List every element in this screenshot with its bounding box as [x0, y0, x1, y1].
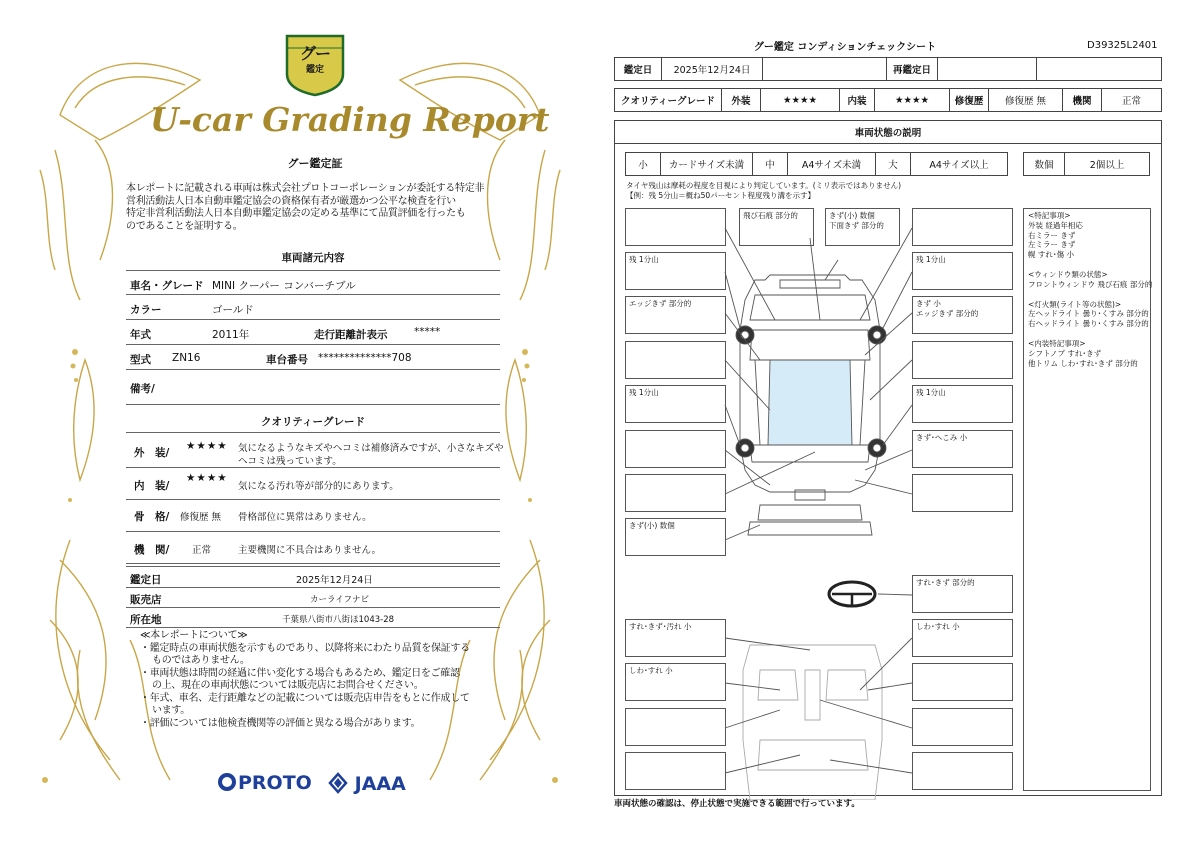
proto-logo: PROTO	[218, 772, 312, 794]
exterior-stars: ★★★★	[760, 88, 840, 112]
interior-label: 内装	[839, 88, 875, 112]
jaaa-logo: JAAA	[328, 772, 406, 795]
damage-box-right-7	[912, 474, 1013, 512]
sheet-footer: 車両状態の確認は、停止状態で実施できる範囲で行っています。	[614, 799, 860, 809]
damage-box-top-2: きず(小) 数個 下面きず 部分的	[825, 208, 900, 246]
certificate-text: 本レポートに記載される車両は株式会社プロトコーポレーションが委託する特定非 営利活動法人日本自動車鑑定協会の資格保有者が厳選かつ公平な検査を行い 特定非営利活動法人日本自動車鑑定協会の定める基準にて品質評価を行ったも のであることを証明する。	[126, 183, 485, 232]
spec-row-color: カラー ゴールド	[126, 295, 500, 320]
tire-note-2: 【例：残 5分山＝概ね50パーセント程度残り溝を示す】	[626, 191, 816, 200]
info-row-shop: 販売店 カーライフナビ	[126, 588, 500, 608]
spec-section-title: 車両諸元内容	[281, 252, 345, 264]
sheet-code: D39325L2401	[1087, 40, 1158, 51]
badge-logo-sub: 鑑定	[305, 65, 324, 75]
date-blank	[762, 57, 887, 81]
quality-row-engine: 機 関/ 正常 主要機関に不具合はありません。	[126, 532, 500, 564]
certificate-heading: グー鑑定証	[287, 157, 343, 170]
damage-box-top-1: 飛び石痕 部分的	[739, 208, 814, 246]
interior-box-left-2: しわ･すれ 小	[625, 663, 726, 701]
repair-history-label: 修復歴	[949, 88, 989, 112]
spec-row-remarks: 備考/	[126, 370, 500, 405]
proto-mark-icon	[218, 773, 236, 791]
reappraisal-blank	[1036, 57, 1162, 81]
damage-box-right-6: きず･へこみ 小	[912, 430, 1013, 468]
engine-value: 正常	[1101, 88, 1162, 112]
count-text: 2個以上	[1064, 152, 1150, 176]
damage-box-left-8: きず(小) 数個	[625, 518, 726, 556]
damage-box-right-1	[912, 208, 1013, 246]
quality-row-exterior: 外 装/ ★★★★ 気になるようなキズやヘコミは補修済みですが、小さなキズや ヘコミは残っています。	[126, 432, 500, 468]
interior-box-right-4	[912, 752, 1013, 790]
spec-row-year: 年式 2011年 走行距離計表示 *****	[126, 320, 500, 345]
report-notes: ≪本レポートについて≫ ・鑑定時点の車両状態を示すものであり、以降将来にわたり品質を保証する ものではありません。 ・車両状態は時間の経過に伴い変化する場合もあるため、鑑定日をご確認 の上、現在の車両状態については販売店にお問合せください。 ・年式、車名、走行距離などの記載については販売店申告をもとに作成して います。 ・評価については他検査機関等の評価と異なる場合があります。	[140, 630, 470, 729]
damage-box-right-2: 残 1分山	[912, 252, 1013, 290]
damage-box-right-3: きず 小 エッジきず 部分的	[912, 296, 1013, 334]
sheet-title: グー鑑定 コンディションチェックシート	[753, 42, 937, 53]
reappraisal-label: 再鑑定日	[886, 57, 938, 81]
damage-box-right-4	[912, 341, 1013, 379]
size-small-text: カードサイズ未満	[660, 152, 753, 176]
repair-history-value: 修復歴 無	[988, 88, 1063, 112]
tire-note-1: タイヤ残山は摩耗の程度を目視により判定しています。(ミリ表示ではありません)	[626, 181, 902, 190]
info-row-date: 鑑定日 2025年12月24日	[126, 566, 500, 588]
size-medium: 中	[752, 152, 788, 176]
remarks-panel: <特記事項> 外装 経過年相応 右ミラー きず 左ミラー きず 幌 すれ･傷 小 <ウィンドウ類の状態> フロントウィンドウ 飛び石痕 部分的 <灯火類(ライト等の状態)> 左ヘッドライト 曇り･くすみ 部分的 右ヘッドライト 曇り･くすみ 部分的 <内装特記事項> シフトノブ すれ･きず 他トリム しわ･すれ･きず 部分的	[1023, 208, 1151, 791]
damage-box-left-1	[625, 208, 726, 246]
size-large-text: A4サイズ以上	[910, 152, 1008, 176]
spec-row-model: 型式 ZN16 車台番号 **************708	[126, 345, 500, 370]
damage-box-left-7	[625, 474, 726, 512]
info-row-address: 所在地 千葉県八街市八街ほ1043-28	[126, 608, 500, 628]
interior-box-left-3	[625, 708, 726, 746]
damage-box-left-2: 残 1分山	[625, 252, 726, 290]
quality-grade-label: クオリティーグレード	[614, 88, 722, 112]
damage-box-left-4	[625, 341, 726, 379]
date-value: 2025年12月24日	[661, 57, 763, 81]
exterior-label: 外装	[721, 88, 761, 112]
steering-box: すれ･きず 部分的	[912, 575, 1013, 613]
interior-stars: ★★★★	[874, 88, 950, 112]
size-medium-text: A4サイズ未満	[787, 152, 876, 176]
interior-box-right-1: しわ･すれ 小	[912, 619, 1013, 657]
size-large: 大	[875, 152, 911, 176]
description-title: 車両状態の説明	[614, 120, 1162, 144]
badge-logo-text: グー	[299, 44, 330, 63]
date-label: 鑑定日	[614, 57, 662, 81]
count-label: 数個	[1023, 152, 1065, 176]
damage-box-left-5: 残 1分山	[625, 385, 726, 423]
report-title: U-car Grading Report	[150, 100, 550, 139]
interior-box-left-4	[625, 752, 726, 790]
damage-box-left-3: エッジきず 部分的	[625, 296, 726, 334]
size-small: 小	[625, 152, 661, 176]
quality-row-interior: 内 装/ ★★★★ 気になる汚れ等が部分的にあります。	[126, 468, 500, 500]
quality-section-title: クオリティーグレード	[261, 416, 365, 428]
damage-box-right-5: 残 1分山	[912, 385, 1013, 423]
reappraisal-value	[937, 57, 1037, 81]
damage-box-left-6	[625, 430, 726, 468]
interior-box-right-2	[912, 663, 1013, 701]
interior-box-left-1: すれ･きず･汚れ 小	[625, 619, 726, 657]
interior-box-right-3	[912, 708, 1013, 746]
engine-label: 機関	[1062, 88, 1102, 112]
spec-row-name: 車名・グレード MINI クーパー コンバーチブル	[126, 270, 500, 295]
jaaa-mark-icon	[328, 772, 348, 794]
quality-row-frame: 骨 格/ 修復歴 無 骨格部位に異常はありません。	[126, 500, 500, 532]
